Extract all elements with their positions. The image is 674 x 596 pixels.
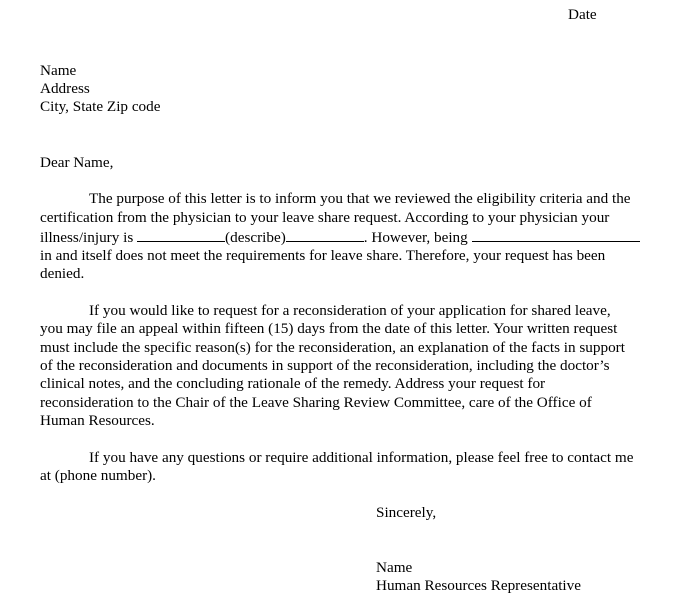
signature-name: Name xyxy=(376,559,413,576)
closing: Sincerely, xyxy=(376,504,437,521)
paragraph1-line5: denied. xyxy=(40,265,85,282)
paragraph2-line1: If you would like to request for a reconsideration of your application for shared leave, xyxy=(89,302,611,319)
paragraph3-line2: at (phone number). xyxy=(40,467,156,484)
paragraph3-line1: If you have any questions or require additional information, please feel free to contact me xyxy=(89,449,634,466)
date-label: Date xyxy=(568,6,597,23)
signature-title: Human Resources Representative xyxy=(376,577,581,594)
paragraph1-line3 xyxy=(40,228,640,247)
describe-blank-field[interactable] xyxy=(286,228,364,242)
paragraph2-line5: clinical notes, and the concluding rationale of the remedy. Address your request for xyxy=(40,375,546,392)
illness-label: illness/injury is xyxy=(40,229,134,246)
paragraph1-line2: certification from the physician to your leave share request. According to your physician your xyxy=(40,209,610,226)
salutation: Dear Name, xyxy=(40,154,114,171)
being-blank-field[interactable] xyxy=(472,228,640,242)
paragraph2-line7: Human Resources. xyxy=(40,412,155,429)
recipient-name: Name xyxy=(40,62,77,79)
paragraph2-line3: must include the specific reason(s) for the reconsideration, an explanation of the facts in support xyxy=(40,339,625,356)
paragraph2-line6: reconsideration to the Chair of the Leave Sharing Review Committee, care of the Office of xyxy=(40,394,592,411)
paragraph1-line4: in and itself does not meet the requirements for leave share. Therefore, your request has been xyxy=(40,247,606,264)
recipient-city-state-zip: City, State Zip code xyxy=(40,98,161,115)
recipient-address: Address xyxy=(40,80,90,97)
describe-label: (describe) xyxy=(225,229,286,246)
paragraph1-line1: The purpose of this letter is to inform you that we reviewed the eligibility criteria and the xyxy=(89,190,631,207)
illness-blank-field[interactable] xyxy=(137,228,225,242)
paragraph2-line2: you may file an appeal within fifteen (15) days from the date of this letter. Your written request xyxy=(40,320,618,337)
paragraph2-line4: of the reconsideration and documents in support of the reconsideration, including the doctor’s xyxy=(40,357,610,374)
however-being-text: . However, being xyxy=(363,229,468,246)
